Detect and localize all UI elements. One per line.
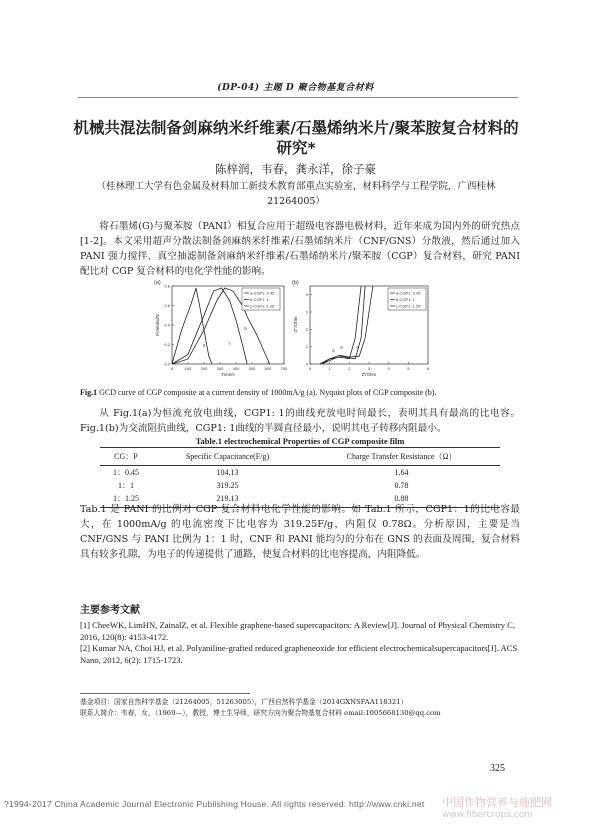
table-cell: 0.88 <box>303 492 500 508</box>
legend-entry: c-CGP1: 1.25 <box>250 303 275 309</box>
x-tick-label: 400 <box>232 366 240 371</box>
header-rule <box>78 97 518 98</box>
figure-panel-a <box>150 278 292 388</box>
table-cell: 1.64 <box>394 468 409 477</box>
table-cell: 0.78 <box>394 481 409 490</box>
table-header: Specific Capacitance(F/g) <box>152 448 303 466</box>
table-discussion-text: Tab.1 是 PANI 的比例对 CGP 复合材料电化学性能的影响。如 Tab.1 所示，CGP1：1的比电容最大，在 1000mA/g 的电流密度下比电容为 319.25F/g，内阻仅 0.78Ω。分析原因，主要是当 CNF/GNS 与 PANI 比例为 1：1 时，CNF 和 PANI 能均匀的分布在 GNS 的表面及周围，复合材料具有较多孔隙，为电子的传递提供了通路，使复合材料的比电容提高，内阻降低。 <box>80 504 520 560</box>
x-tick-label: 6 <box>426 366 430 371</box>
nyquist-chart <box>288 278 438 388</box>
x-tick-label: 2 <box>348 366 351 371</box>
reference-item: [1] CheeWK, LimHN, ZainalZ, et al. Flexible graphene-based supercapacitors: A Review[J]. Journal of Physical Chemistry C, 2016, 120(8): 4153-4172. <box>80 620 516 642</box>
table-row <box>100 466 500 480</box>
reference-list <box>80 620 520 666</box>
y-axis-label: Potential/V <box>155 314 160 336</box>
x-tick-label: 700 <box>280 366 288 371</box>
curve-label: b <box>244 325 247 331</box>
x-tick-label: 300 <box>216 366 224 371</box>
watermark <box>442 796 552 822</box>
x-tick-label: 600 <box>264 366 272 371</box>
x-tick-label: 0 <box>170 366 174 371</box>
page-number: 325 <box>490 763 505 774</box>
legend-entry: b-CGP1: 1 <box>250 297 269 302</box>
table-cell: 219.13 <box>152 492 303 508</box>
properties-table <box>100 447 500 508</box>
x-axis-label: Time/s <box>221 372 235 377</box>
x-tick-label: 4 <box>387 366 390 371</box>
series-line <box>322 286 365 364</box>
figure-discussion <box>80 406 520 436</box>
figure-caption-label: Fig.1 <box>80 388 98 397</box>
y-tick-label: 0 <box>305 361 308 367</box>
running-header: (DP-04) 主题 D 聚合物基复合材料 <box>217 83 374 93</box>
curve-label: a <box>202 342 206 348</box>
curve-label: c <box>356 344 359 350</box>
table-header: Charge Transfer Resistance（Ω） <box>303 448 500 466</box>
panel-label: (a) <box>154 280 161 286</box>
watermark-url: www.fibercrops.com <box>442 810 533 820</box>
panel-label: (b) <box>292 280 299 286</box>
copyright-line: ?1994-2017 China Academic Journal Electronic Publishing House. All rights reserved. http://www.cnki.net <box>4 799 425 809</box>
author-list: 陈梓润，韦春，龚永洋，徐子豪 <box>215 162 376 176</box>
table-discussion <box>80 502 520 562</box>
y-tick-label: 0.4 <box>164 322 170 328</box>
series-line <box>320 286 361 364</box>
y-tick-label: 1 <box>305 344 308 350</box>
figure-discussion-text: 从 Fig.1(a)为恒流充放电曲线，CGP1: 1的曲线充放电时间最长，表明其具有最高的比电容。Fig.1(b)为交流阻抗曲线，CGP1: 1曲线的半圆直径最小，说明其电子转移内阻最小。 <box>80 408 520 434</box>
legend-entry: a-CGP1: 0.45 <box>250 290 275 296</box>
figure-caption-text: GCD curve of CGP composite at a current density of 1000mA/g (a). Nyquist plots of CGP composite (b). <box>97 388 437 397</box>
legend-entry: a-CGP1: 0.45 <box>396 290 421 296</box>
y-tick-label: 0.8 <box>164 283 170 289</box>
x-tick-label: 500 <box>248 366 256 371</box>
table-header-row <box>100 448 500 466</box>
intro-text: 将石墨烯(G)与聚苯胺（PANI）相复合应用于超级电容器电极材料，近年来成为国内外的研究热点[1-2]。本文采用超声分散法制备剑麻纳米纤维素/石墨烯纳米片（CNF/GNS）分散液，然后通过加入 PANI 强力搅拌、真空抽滤制备剑麻纳米纤维素/石墨烯纳米片/聚苯胺（CGP）复合材料，研究 PANI 配比对 CGP 复合材料的电化学性能的影响。 <box>80 221 520 277</box>
table-cell: 319.25 <box>216 481 239 490</box>
footnote-contact: 联系人简介：韦春，女，（1969—），教授，博士生导师，研究方向为聚合物基复合材料 email:1005668130@qq.com <box>80 709 441 717</box>
figure-panel-b <box>288 278 438 388</box>
curve-label: c <box>228 340 231 346</box>
y-tick-label: 3 <box>305 309 308 315</box>
y-tick-label: 2 <box>305 326 308 332</box>
reference-item: [2] Kumar NA, Choi HJ, et al. Polyaniline-grafted reduced grapheneoxide for efficient electrochemicalsupercapacitors[J]. ACS Nano, 2012, 6(2): 1715-1723. <box>80 643 518 665</box>
table-header: CG：P <box>100 448 152 466</box>
gcd-chart <box>150 278 292 388</box>
x-tick-label: 0 <box>308 366 312 371</box>
x-tick-label: 3 <box>367 366 371 371</box>
affiliation: （桂林理工大学有色金属及材料加工新技术教育部重点实验室，材料科学与工程学院，广西桂林 21264005） <box>96 181 496 207</box>
x-axis-label: Z'/Ohm <box>361 372 377 377</box>
table-cell: 1：1 <box>117 481 134 490</box>
watermark-main: 中国作物营养与施肥网 <box>442 796 552 809</box>
curve-label: a <box>340 344 343 350</box>
table-cell: 104.13 <box>216 468 239 477</box>
series-line <box>322 286 373 364</box>
y-tick-label: 0.2 <box>164 342 170 347</box>
footnote-funding: 基金项目：国家自然科学基金（21264005，51263005），广西自然科学基金（2014GXNSFAA118321） <box>80 698 408 706</box>
y-tick-label: 0.6 <box>164 303 170 308</box>
table-cell: 1：0.45 <box>112 468 139 477</box>
paper-title: 机械共混法制备剑麻纳米纤维素/石墨烯纳米片/聚苯胺复合材料的研究* <box>73 119 519 157</box>
y-tick-label: 0.0 <box>164 361 170 367</box>
x-tick-label: 1 <box>328 366 331 371</box>
legend-entry: c-CGP1: 1.25 <box>396 303 421 309</box>
intro-paragraph <box>80 219 520 279</box>
references-heading: 主要参考文献 <box>80 605 140 616</box>
x-tick-label: 100 <box>184 366 192 371</box>
y-tick-label: 4 <box>305 292 308 298</box>
figure-caption <box>80 388 520 397</box>
x-tick-label: 5 <box>407 366 410 371</box>
table-cell: 1：1.25 <box>100 492 152 508</box>
footnote-rule <box>80 693 250 694</box>
table-caption: Table.1 electrochemical Properties of CGP composite film <box>195 436 405 446</box>
x-tick-label: 200 <box>200 366 208 371</box>
table-row <box>100 479 500 492</box>
curve-label: b <box>332 347 335 353</box>
y-axis-label: -Z''/Ohm <box>293 316 298 334</box>
legend-entry: b-CGP1: 1 <box>396 297 415 302</box>
